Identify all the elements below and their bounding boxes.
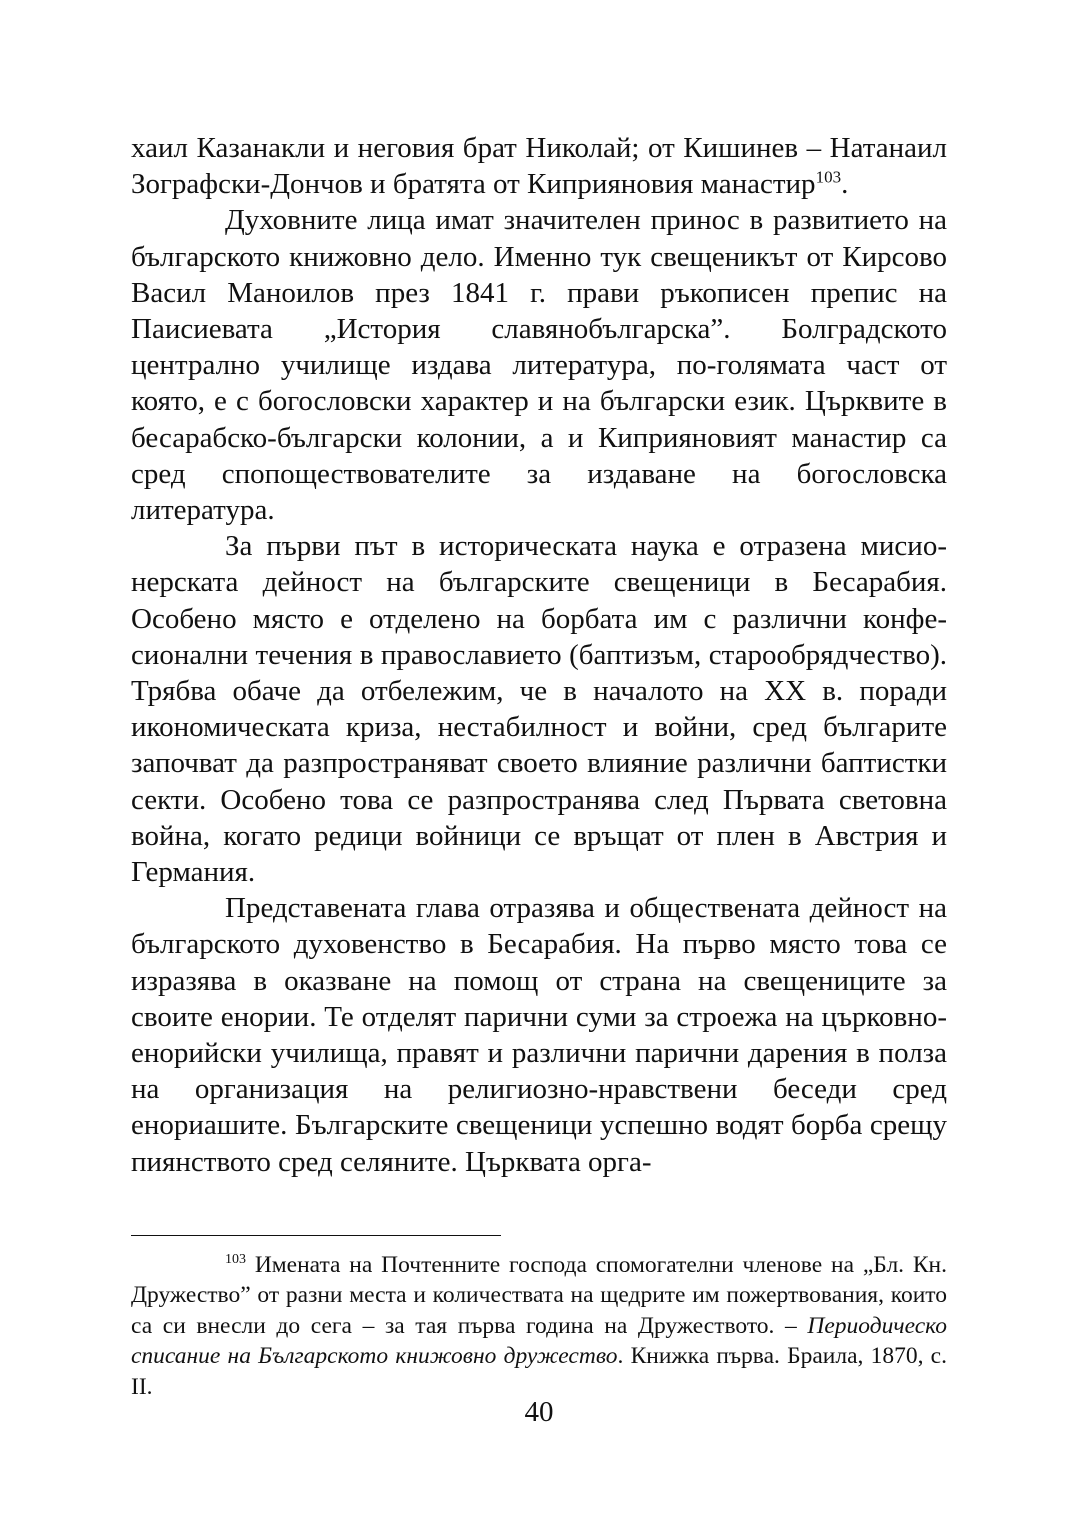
footnote-source-title: Периодическо списание на Българското книжовно дружество (131, 1312, 947, 1370)
paragraph-3: За първи път в историческата наука е отразена мисионерската дейност на българските свещеници в Бесарабия. Особено място е отделено на борбата им с различни конфесионални течения в православието (баптизъм, старообрядчество). Трябва обаче да отбележим, че в началото на XX в. поради икономическата криза, нестабилност и войни, сред българите започват да разпространяват своето влияние различни баптистки секти. Особено това се разпространява след Първата световна война, когато редици войници се връщат от плен в Австрия и Германия. (131, 530, 947, 889)
paragraph-4: Представената глава отразява и обществената дейност на българското духовенство в Бесарабия. На първо място това се изразява в оказване на помощ от страна на свещениците за своите енории. Те отделят парични суми за строежа на църковно-енорийски училища, правят и различни парични дарения в полза на организация на религиозно-нравствени беседи сред енориашите. Българските свещеници успешно водят борба срещу пиянството сред селяните. Църквата орга- (131, 892, 947, 1178)
footnote (131, 1250, 947, 1402)
footnote-reference[interactable]: 103 (815, 167, 842, 187)
paragraph-1 (131, 130, 947, 202)
paragraph-1-tail: . (841, 168, 849, 201)
footnote-text: Имената на Почтенните господа спомогателни членове на „Бл. Кн. Дружество” от разни места и количествата на щедрите им пожертвования, които са си внесли до сега – за тая първа година на Дружеството. – (131, 1252, 947, 1339)
footnote-tail: . Книжка първа. Браила, 1870, с. II. (131, 1343, 947, 1400)
paragraph-1-text: хаил Казанакли и неговия брат Николай; от Кишинев – Натанаил Зографски-Дончов и братята от Киприяновия манастир (131, 132, 947, 201)
paragraph-2: Духовните лица имат значителен принос в развитието на българското книжовно дело. Именно тук свещеникът от Кирсово Васил Маноилов през 1841 г. прави ръкописен препис на Паисиевата „История славянобългарска”. Болградското централно училище издава литература, по-голямата част от която, е с богословски характер и на български език. Църквите в бесарабско-български колонии, а и Киприяновият манастир са сред спопоществователите за издаване на богословска литература. (131, 204, 947, 527)
footnote-number: 103 (225, 1252, 246, 1268)
footnote-separator (131, 1235, 501, 1236)
main-text (131, 130, 947, 1180)
footnote-103 (131, 1250, 947, 1402)
page-number: 40 (524, 1396, 554, 1428)
